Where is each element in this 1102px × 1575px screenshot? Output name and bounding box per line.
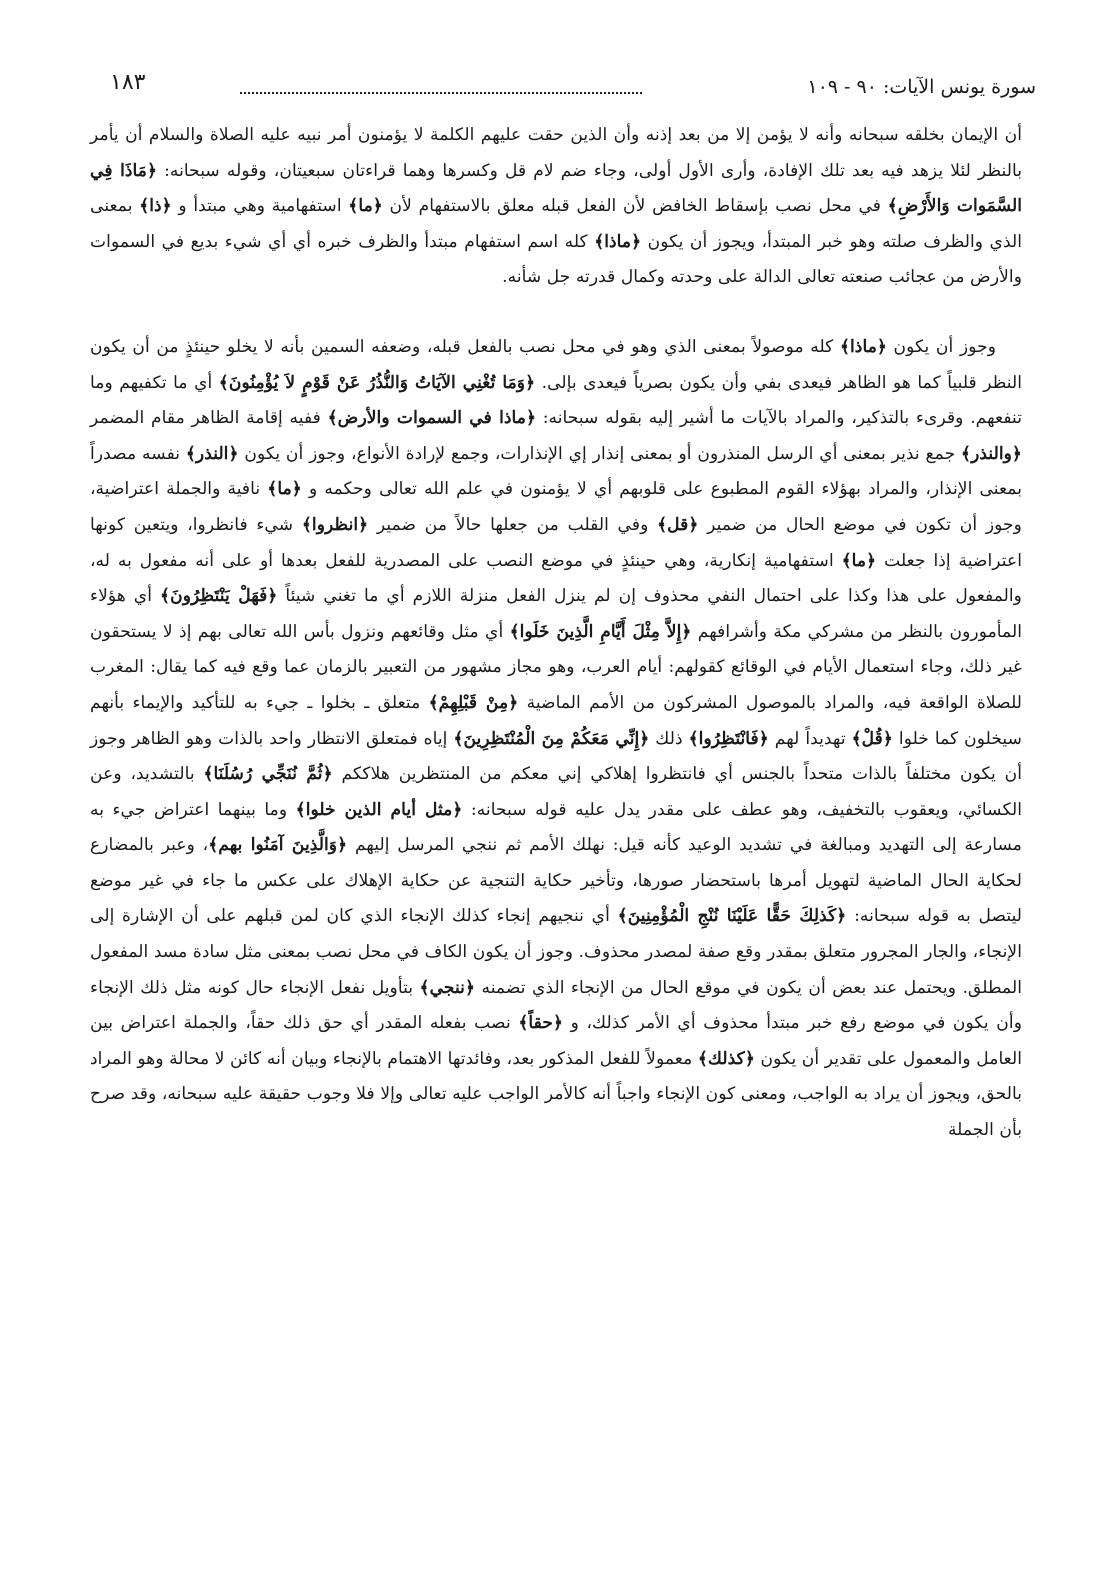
quran-quote: ﴿إِلاَّ مِثْلَ أَيَّامِ الَّذِينَ خَلَوا﴾ [509,621,692,642]
text-run: نفسه مصدراً بمعنى الإنذار، والمراد بهؤلاء القوم المطبوع على قلوبهم أي لا يؤمنون في علم الله تعالى وحكمه و [90,443,1022,500]
surah-title: سورة يونس الآيات: ٩٠ - ١٠٩ [807,76,1036,98]
paragraph-1 [90,118,1022,296]
quran-quote: ﴿وَالَّذِينَ آمَنُوا بهم﴾ [208,835,348,856]
quran-quote: ﴿والنذر﴾ [961,443,1022,464]
quran-quote: ﴿ماذا﴾ [839,336,887,357]
quran-quote: ﴿فَانْتَظِرُوا﴾ [688,728,769,749]
text-run: أي مثل وقائعهم ونزول بأس الله تعالى بهم إذ لا يستحقون غير ذلك، وجاء استعمال الأيام في الوقائع كقولهم: أيام العرب، وهو مجاز مشهور من التعبير بالزمان عما وقع فيه كما يقال: المغرب للصلاة الواقعة فيه، والمراد بالموصول المشركون من الأمم الماضية [90,621,1022,713]
quran-quote: ﴿ما﴾ [267,479,302,500]
quran-quote: ﴿انظروا﴾ [301,514,369,535]
paragraph-2 [90,330,1022,1149]
text-run: استفهامية وهي مبتدأ و [171,196,349,217]
quran-quote: ﴿ننجي﴾ [419,977,476,998]
page-number: ١٨٣ [110,70,146,95]
header-dotted-leader [240,92,642,94]
text-run: شيء فانظروا، ويتعين كونها اعتراضية إذا جعلت [90,514,1022,571]
text-run: تهديداً لهم [768,728,852,749]
text-run: متعلق ـ بخلوا ـ جيء به للتأكيد والإيماء بأنهم سيخلون كما خلوا [90,692,1023,749]
page-body [90,118,1022,1149]
quran-quote: ﴿كَذلِكَ حَقًّا عَلَيْنَا نُنْجِ الْمُؤْمِنِينَ﴾ [617,906,847,927]
quran-quote: ﴿مثل أيام الذين خلوا﴾ [295,799,463,820]
text-run: بتأويل نفعل الإنجاء حال كونه مثل ذلك الإنجاء وأن يكون في موضع رفع خبر مبتدأ محذوف أي الأمر كذلك، و [90,977,1022,1034]
quran-quote: ﴿إِنِّي مَعَكُمْ مِنَ الْمُنْتَظِرِينَ﴾ [453,728,650,749]
text-run: وما بينهما اعتراض جيء به مسارعة إلى التهديد ومبالغة في تشديد الوعيد كأنه قيل: نهلك الأمم ثم ننجي المرسل إليهم [90,799,1022,856]
text-run: كله موصولاً بمعنى الذي وهو في محل نصب بالفعل قبله، وضعفه السمين بأنه لا يخلو حينئذٍ من أن يكون النظر قلبياً كما هو الظاهر فيعدى بفي وأن يكون بصرياً فيعدى بإلى. [90,336,1022,393]
quran-quote: ﴿مَاذَا فِي السَّمَوات وَالأَرْضِ﴾ [90,160,1022,217]
quran-quote: ﴿قل﴾ [657,514,699,535]
text-run: وفي القلب من جعلها حالاً من ضمير [368,514,658,535]
quran-quote: ﴿ذا﴾ [139,196,172,217]
quran-quote: ﴿كذلك﴾ [697,1048,755,1069]
text-run: أي ما تكفيهم وما تنفعهم. وقرىء بالتذكير، والمراد بالآيات ما أشير إليه بقوله سبحانه: [90,372,1022,429]
text-run: ذلك [649,728,689,749]
text-run: نصب بفعله المقدر أي حق ذلك حقاً، والجملة اعتراض بين العامل والمعمول على تقدير أن يكون [90,1013,1022,1069]
quran-quote: ﴿النذر﴾ [185,443,239,464]
page-header [90,62,1036,106]
text-run: معمولاً للفعل المذكور بعد، وفائدتها الاهتمام بالإنجاء وبيان أنه كائن لا محالة وهو المراد بالحق، ويجوز أن يراد به الواجب، ومعنى كون الإنجاء واجباً أنه كالأمر الواجب عليه تعالى وإلا فلا وجوب حقيقة عليه سبحانه، وقد صرح بأن الجملة [90,1048,1022,1141]
text-run: بمعنى الذي والظرف صلته وهو خبر المبتدأ، ويجوز أن يكون [90,196,1022,252]
quran-quote: ﴿ما﴾ [841,550,877,571]
quran-quote: ﴿ماذا﴾ [594,231,642,252]
quran-quote: ﴿ماذا في السموات والأرض﴾ [327,408,537,429]
text-run: نافية والجملة اعتراضية، وجوز أن تكون في موضع الحال من ضمير [90,479,1022,535]
text-run: ففيه إقامة الظاهر مقام المضمر [90,408,328,429]
text-run: استفهامية إنكارية، وهي حينئذٍ في موضع النصب على المصدرية للفعل بعدها أو على أنه مفعول به له، والمفعول على هذا وكذا على احتمال النفي محذوف إن لم ينزل الفعل منزلة اللازم أي ما تغني شيئاً [90,550,1022,607]
quran-quote: ﴿مِنْ قَبْلِهِمْ﴾ [428,692,519,713]
text-run: أن الإيمان بخلقه سبحانه وأنه لا يؤمن إلا من بعد إذنه وأن الذين حقت عليهم الكلمة لا يؤمنون أمر نبيه عليه الصلاة والسلام أن يأمر بالنظر لئلا يزهد فيه بعد تلك الإفادة، وأرى الأول أولى، وجاء ضم لام قل وكسرها وهما قراءتان سبعيتان، وقوله سبحانه: [90,125,1022,181]
quran-quote: ﴿قُلْ﴾ [851,728,893,749]
text-run: ، وعبر بالمضارع لحكاية الحال الماضية لتهويل أمرها باستحضار صورها، وتأخير حكاية التنجية عن حكاية الإهلاك على عكس ما جاء في غير موضع ليتصل به قوله سبحانه: [90,835,1023,927]
text-run: جمع نذير بمعنى أي الرسل المنذرون أو بمعنى إنذار إي الإنذارات، وجمع لإرادة الأنواع، وجوز أن يكون [238,443,962,464]
text-run: إياه فمتعلق الانتظار واحد بالذات وهو الظاهر وجوز أن يكون مختلفاً بالذات متحداً بالجنس أي فانتظروا إهلاكي إني معكم من المنتظرين هلاككم [90,728,1022,785]
quran-quote: ﴿ثُمَّ نُنَجِّي رُسُلَنَا﴾ [203,764,333,785]
quran-quote: ﴿وَمَا تُغْنِي الآيَاتُ وَالنُّذُرُ عَنْ قَوْمٍ لاَ يُؤْمِنُونَ﴾ [218,372,536,393]
quran-quote: ﴿ما﴾ [348,196,383,217]
text-run: في محل نصب بإسقاط الخافض لأن الفعل قبله معلق بالاستفهام لأن [382,196,888,217]
quran-quote: ﴿حقاً﴾ [518,1013,564,1034]
text-run: وجوز أن يكون [886,336,997,357]
text-run: أي هؤلاء المأمورون بالنظر من مشركي مكة وأشرافهم [90,586,1022,642]
text-run: أي ننجيهم إنجاء كذلك الإنجاء الذي كان لمن قبلهم على أن الإشارة إلى الإنجاء، والجار المجرور متعلق بمقدر وقع صفة لمصدر محذوف. وجوز أن يكون الكاف في محل نصب بمعنى مثل سادة مسد المفعول المطلق. ويحتمل عند بعض أن يكون في موقع الحال من الإنجاء الذي تضمنه [90,906,1023,998]
text-run: بالتشديد، وعن الكسائي، ويعقوب بالتخفيف، وهو عطف على مقدر يدل عليه قوله سبحانه: [90,764,1022,820]
quran-quote: ﴿فَهَلْ يَنْتَظِرُونَ﴾ [160,586,278,607]
text-run: كله اسم استفهام مبتدأ والظرف خبره أي أي شيء بديع في السموات والأرض من عجائب صنعته تعالى الدالة على وحدته وكمال قدرته جل شأنه. [90,231,1022,288]
